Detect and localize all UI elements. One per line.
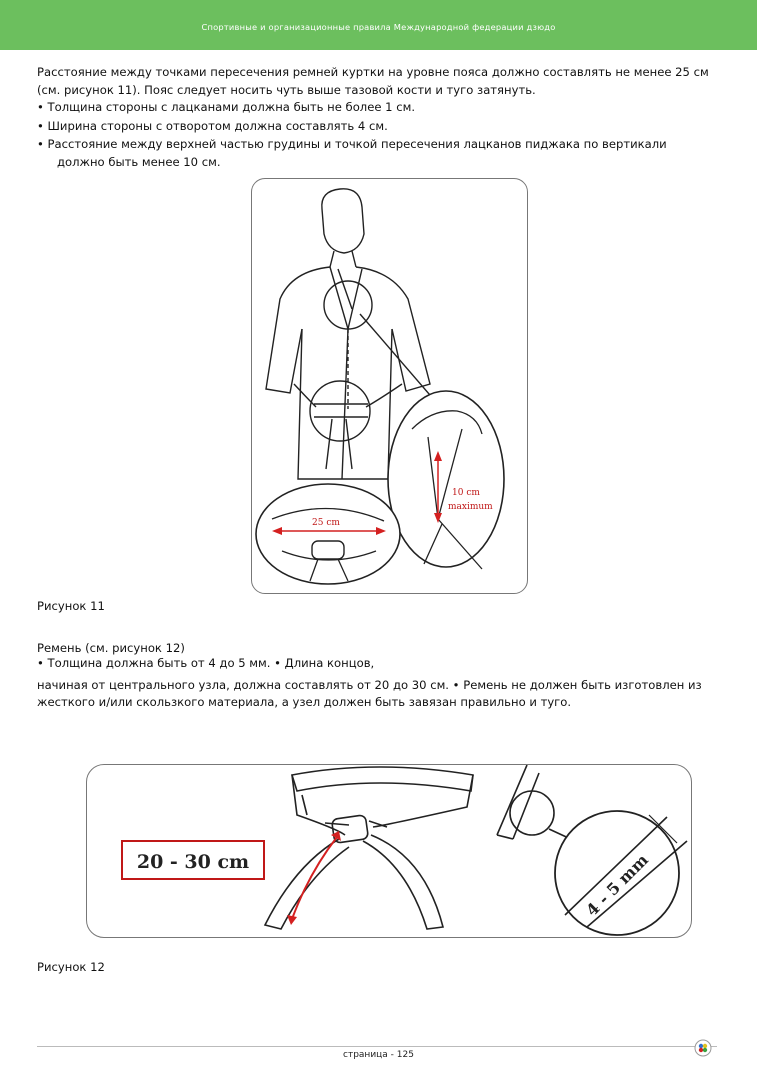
header-bar [0,0,757,50]
belt-length-label: 20 - 30 cm [136,851,250,873]
belt-thickness-inset [555,811,687,935]
belt-loop [265,767,473,929]
figure-11-caption: Рисунок 11 [37,599,105,613]
lapel-detail-inset [388,391,504,569]
bullet-lapel-width: • Ширина стороны с отворотом должна составлять 4 см. [37,119,388,133]
figure-12-caption: Рисунок 12 [37,960,105,974]
belt-rule-line: • Толщина должна быть от 4 до 5 мм. • Длина концов, [37,656,375,670]
belt-heading: Ремень (см. рисунок 12) [37,641,185,655]
belt-drawing [87,765,691,937]
lapel-distance-label-max: maximum [448,502,493,512]
page-number: страница - 125 [343,1050,414,1060]
figure-12-belt-illustration [86,764,692,938]
figure-11-judogi-illustration [251,178,528,594]
belt-rule-line: жесткого и/или скользкого материала, а узел должен быть завязан правильно и туго. [37,695,572,709]
bullet-sternum-distance: • Расстояние между верхней частью грудины и точкой пересечения лацканов пиджака по вертикали [37,137,667,151]
header-title: Спортивные и организационные правила Международной федерации дзюдо [201,22,556,32]
belt-thickness-label: 4 - 5 mm [582,850,652,920]
footer-divider [37,1046,717,1047]
waist-distance-label: 25 cm [312,518,340,528]
bullet-lapel-thickness: • Толщина стороны с лацканами должна быть не более 1 см. [37,100,416,114]
waist-detail-inset [256,484,400,584]
lapel-distance-label: 10 cm [452,488,480,498]
paragraph-line: Расстояние между точками пересечения ремней куртки на уровне пояса должно составлять не менее 25 см [37,65,709,79]
paragraph-line: (см. рисунок 11). Пояс следует носить чуть выше тазовой кости и туго затянуть. [37,83,536,97]
head-outline [322,189,364,253]
bullet-sternum-distance-cont: должно быть менее 10 см. [57,155,221,169]
judogi-drawing [252,179,527,593]
belt-end-piece [497,765,575,841]
ijf-logo-icon [694,1039,712,1057]
belt-rule-line: начиная от центрального узла, должна составлять от 20 до 30 см. • Ремень не должен быть изготовлен из [37,678,702,692]
